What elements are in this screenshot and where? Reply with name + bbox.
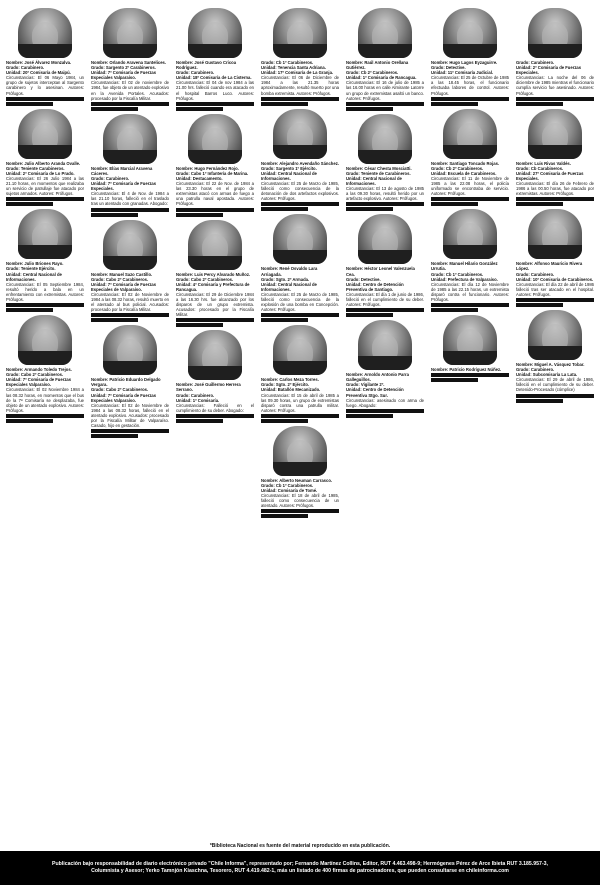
- redaction-bar: [516, 303, 563, 307]
- redaction-bar: [516, 298, 594, 302]
- redaction-bar: [516, 197, 594, 201]
- entry-circumstances: Circunstancias: El 29 de abril de 1986, falleció en el cumplimiento de su deber. Detenido-Procesado (cómplice): [516, 377, 594, 393]
- portrait-photo: [443, 315, 497, 365]
- entry-name: Nombre: Julio Briones Rayo.: [6, 261, 64, 267]
- entry-grade: Grado: Sargento 2º Carabineros.: [91, 65, 156, 71]
- entry-circumstances: Circunstancias: Falleció en el cumplimiento de su deber. Abogado:: [176, 402, 254, 413]
- entry-name: Nombre: Raúl Antonio Orellana Gutiérrez.: [346, 60, 409, 71]
- entry-circumstances: Circunstancias: El 29 de Diciembre 1984 a las 16.30 hrs. fue alcanzado por los disparos de un grupo extremista. Acusados: procesado por la Fiscalía Militar.: [176, 291, 254, 318]
- entry-circumstances: Circunstancias: El 02 de Noviembre de 1984 a las 08.32 horas, falleció en el atentado explosivo. Acusados: procesado por la Fiscalía Militar de Valparaíso. Casado, hijo en gestación.: [91, 402, 169, 429]
- entry-circumstances: Circunstancias: El 16 de julio de 1985 a las 16.00 horas en calle Almirante Latorre un grupo de extremistas asaltó un banco. Autores: Prófugos.: [346, 80, 424, 101]
- redaction-bar: [346, 107, 393, 111]
- memorial-entry: [431, 6, 509, 107]
- entry-grade: Grado: Sgto. 2º Armada.: [261, 276, 310, 282]
- portrait-photo: [103, 220, 157, 270]
- redaction-bar: [91, 208, 169, 212]
- redaction-bar: [261, 514, 308, 518]
- entry-grade: Grado: Cabo 1º Infantería de Marina.: [176, 170, 249, 176]
- memorial-entry: [431, 207, 509, 313]
- portrait-photo: [443, 209, 497, 259]
- redaction-bar: [176, 414, 254, 418]
- portrait-photo: [103, 114, 157, 164]
- portrait-photo: [273, 109, 327, 159]
- redaction-bar: [431, 97, 509, 101]
- entry-circumstances: Circunstancias: El 06 de Diciembre de 1984 a las 21.35 horas aproximadamente, resultó muerto por una bomba extremista. Autores: Prófugos.: [261, 75, 339, 96]
- redaction-bar: [176, 102, 254, 106]
- entry-name: Nombre: Julio Alberto Aranda Ovalle.: [6, 160, 81, 166]
- portrait-photo: [443, 109, 497, 159]
- redaction-bar: [346, 207, 393, 211]
- entry-unit: Unidad: Central Nacional de Informaciones.: [261, 281, 317, 292]
- entry-name: Nombre: Alberto Neuman Carrasco.: [261, 477, 333, 483]
- entry-unit: Unidad: Destacamento.: [176, 175, 223, 181]
- redaction-bar: [431, 303, 509, 307]
- entry-circumstances: Circunstancias: El 4 de Nov. de 1984 a las 21.10 horas, falleció en el traslado tras un atentado con granadas. Abogado:: [91, 191, 169, 207]
- entry-grade: Grado: Detective.: [431, 65, 466, 71]
- entry-circumstances: Circunstancias: El 04 de nov 1984 a las 21.00 hrs. falleció cuando era atacado en el hospital Barros Luco. Autores: Prófugos.: [176, 80, 254, 101]
- entry-unit: Unidad: Central Nacional de Informaciones.: [261, 170, 317, 181]
- redaction-bar: [91, 318, 138, 322]
- redaction-bar: [6, 97, 84, 101]
- entry-grade: Grado: Carabinero.: [176, 70, 215, 76]
- entry-unit: Unidad: 18ª Comisaría de La Cisterna.: [176, 75, 252, 81]
- portrait-photo: [273, 426, 327, 476]
- portrait-photo: [358, 8, 412, 58]
- memorial-entry: [346, 6, 424, 112]
- redaction-bar: [176, 213, 223, 217]
- memorial-entry: [516, 207, 594, 308]
- portrait-photo: [528, 8, 582, 58]
- redaction-bar: [431, 373, 509, 377]
- entry-grade: Grado: Sgto. 2º Ejército.: [261, 382, 310, 388]
- entry-name: Grado: Cb 1º Carabineros.: [261, 60, 314, 65]
- redaction-bar: [431, 102, 478, 106]
- memorial-entry: [516, 6, 594, 107]
- redaction-bar: [91, 434, 138, 438]
- entry-grade: Grado: Carabinero.: [516, 271, 555, 277]
- memorial-entry: [516, 308, 594, 404]
- redaction-bar: [261, 414, 339, 418]
- portrait-photo: [18, 209, 72, 259]
- footer-line-2: Columnista y Asesor; Yerko Tamnjón Kiaschna, Tesorero, RUT 4.419.482-1, más un listado de 400 firmas de patrocinadores, que pueden consultarse en chileinforma.com: [91, 868, 509, 874]
- entry-circumstances: Circunstancias: El 25 de Marzo de 1985, falleció como consecuencia de la explosión de una bomba en Concepción. Autores: Prófugos.: [261, 291, 339, 313]
- column-2: [91, 6, 169, 842]
- entry-grade: Grado: Cb 2º Carabineros.: [431, 165, 484, 171]
- column-1: [6, 6, 84, 842]
- entry-unit: Unidad: 1ª Comisaría de Rancagua.: [346, 75, 417, 81]
- entry-name: Nombre: Hugo Lagos Eyzaguirre.: [431, 60, 498, 65]
- entry-name: Nombre: Hugo Fernández Rojo.: [176, 165, 239, 171]
- entry-name: Nombre: José Gustavo Cricoa Rodríguez.: [176, 60, 237, 71]
- redaction-bar: [346, 102, 424, 106]
- entry-grade: Grado: Vigilante 2º.: [346, 382, 385, 388]
- entry-circumstances: Circunstancias: El día 22 de abril de 1986 falleció tras ser atacado en el hospital. Autores: Prófugos.: [516, 281, 594, 297]
- entry-name: Nombre: José Álvarez Monzalva.: [6, 60, 72, 65]
- entry-name: Nombre: Armando Toledo Trejos.: [6, 367, 72, 373]
- entry-grade: Grado: Cabo 2º Carabineros.: [91, 387, 149, 393]
- entry-circumstances: Circunstancias: El 25 de Marzo de 1985, falleció como consecuencia de la detonación de dos artefactos explosivos. Autores: Prófugos.: [261, 181, 339, 202]
- entry-grade: Grado: Carabinero.: [516, 367, 555, 373]
- entry-unit: Unidad: 7ª Comisaría de Fuerzas Especiales de Valparaíso.: [91, 281, 157, 292]
- portrait-photo: [103, 8, 157, 58]
- entry-grade: Grado: Detective.: [346, 276, 381, 282]
- entry-name: Nombre: Arnoldo Antonio Parra Galleguillos.: [346, 372, 409, 383]
- entry-name: Nombre: Miguel A. Vásquez Tobar.: [516, 361, 585, 367]
- redaction-bar: [6, 303, 84, 307]
- entry-name: Nombre: César Chesta Mosciatti.: [346, 165, 412, 171]
- portrait-photo: [18, 109, 72, 159]
- portrait-photo: [188, 330, 242, 380]
- entry-name: Nombre: Orlando Aravena Santelices.: [91, 60, 167, 65]
- entry-name: Grado: Carabinero.: [516, 60, 555, 65]
- entry-unit: Unidad: 7ª Comisaría de Fuerzas Especiales Valparaíso.: [6, 377, 72, 388]
- entry-name: Nombre: Manuel Hilario González Urrutia.: [431, 261, 498, 272]
- entry-circumstances: Circunstancias: El 26 Julio 1984 a las 21.10 horas, en momentos que realizaba un servicio de patrullaje fue atacado por sujetos armados. Autores: Prófugos.: [6, 175, 84, 197]
- redaction-bar: [516, 394, 594, 398]
- entry-name: Nombre: Héctor Leonel Valenzuela Cea.: [346, 266, 415, 277]
- portrait-photo: [528, 109, 582, 159]
- entry-circumstances: Circunstancias: La noche del 06 de diciembre de 1985 mientras el funcionario cumplía servicio fue asesinado. Autores: Prófugos.: [516, 75, 594, 96]
- redaction-bar: [261, 318, 308, 322]
- entry-unit: Unidad: 11ª Comisaría Judicial.: [431, 70, 494, 76]
- entry-unit: Unidad: Batallón Mecanizado.: [261, 387, 321, 393]
- entry-grade: Grado: Teniente Ejército.: [6, 266, 56, 272]
- entry-name: Nombre: Patricio Rodríguez Núñez.: [431, 367, 502, 373]
- portrait-photo: [188, 114, 242, 164]
- entry-unit: Unidad: 27ª Comisaría de Fuerzas Especiales.: [516, 170, 584, 181]
- entry-name: Nombre: Carlos Meza Torres.: [261, 377, 319, 383]
- entry-grade: Grado: Cabo 2º Carabineros.: [91, 276, 149, 282]
- column-4: [261, 6, 339, 842]
- footer-banner: [0, 851, 600, 885]
- redaction-bar: [176, 323, 223, 327]
- entry-circumstances: Circunstancias: El 15 de abril de 1985 a las 09.30 horas, un grupo de extremistas disparó contra una patrulla militar. Autores: Prófugos.: [261, 392, 339, 413]
- memorial-entry: [176, 218, 254, 329]
- memorial-entry: [176, 6, 254, 112]
- portrait-photo: [443, 8, 497, 58]
- column-3: [176, 6, 254, 842]
- entry-grade: Grado: Carabinero.: [6, 65, 45, 71]
- redaction-bar: [91, 213, 138, 217]
- portrait-photo: [18, 315, 72, 365]
- entry-grade: Grado: Cabo 2º Carabineros.: [176, 276, 234, 282]
- memorial-entry: [176, 112, 254, 218]
- entry-grade: Grado: Teniente de Carabineros.: [346, 170, 411, 176]
- memorial-entry: [261, 424, 339, 520]
- memorial-entry: [6, 207, 84, 313]
- redaction-bar: [516, 102, 563, 106]
- entry-unit: Unidad: 4ª Comisaría y Prefectura de Rancagua.: [176, 281, 250, 292]
- memorial-entry: [261, 212, 339, 323]
- entry-circumstances: Circunstancias: El día 12 de Noviembre de 1985 a las 22.15 horas, un extremista disparó contra el funcionario. Autores: Prófugos.: [431, 281, 509, 302]
- entry-circumstances: Circunstancias: El 05 Septiembre 1984, resultó herido a bala en un enfrentamiento con extremistas. Autores: Prófugos.: [6, 281, 84, 302]
- memorial-entry: [431, 107, 509, 208]
- portrait-photo: [18, 8, 72, 58]
- column-5: [346, 6, 424, 842]
- memorial-entry: [431, 313, 509, 383]
- entry-unit: Unidad: 7ª Comisaría de Fuerzas Especiales Valparaíso.: [91, 70, 157, 81]
- entry-circumstances: Circunstancias: El 11 de Noviembre de 1985 a las 22.08 horas, el policía uniformado se encontraba de servicio. Autores: Prófugos.: [431, 175, 509, 197]
- redaction-bar: [431, 202, 478, 206]
- redaction-bar: [261, 313, 339, 317]
- portrait-photo: [528, 310, 582, 360]
- entry-grade: Grado: Teniente Carabineros.: [6, 165, 65, 171]
- entry-name: Nombre: Santiago Toncado Rojas.: [431, 160, 500, 166]
- redaction-bar: [6, 102, 53, 106]
- portrait-photo: [358, 214, 412, 264]
- entry-grade: Grado: Cabo 2º Carabineros.: [6, 372, 64, 378]
- memorial-entry: [516, 107, 594, 208]
- redaction-bar: [261, 102, 308, 106]
- memorial-entry: [261, 107, 339, 213]
- portrait-photo: [358, 114, 412, 164]
- entry-grade: Grado: Cb 2º Carabineros.: [346, 70, 399, 76]
- entry-circumstances: Circunstancias: El día 26 de Febrero de 1986 a las 00.50 horas, fue atacado por extremistas. Autores: Prófugos.: [516, 181, 594, 197]
- redaction-bar: [346, 409, 424, 413]
- redaction-bar: [261, 509, 339, 513]
- entry-unit: Unidad: Escuela de Carabineros.: [431, 170, 497, 176]
- entry-unit: Unidad: Centro de Detención Preventiva de Santiago.: [346, 281, 404, 292]
- redaction-bar: [431, 197, 509, 201]
- memorial-entry: [91, 218, 169, 324]
- entry-circumstances: Circunstancias: El 22 de Nov. de 1984 a las 23.30 horas en el grupo de extremistas atacó con armas de fuego a una patrulla naval apostada. Autores: Prófugos.: [176, 181, 254, 207]
- entry-circumstances: Circunstancias: El 25 de Octubre de 1985 a las 18.45 horas, el funcionario efectuaba labores de control. Autores: Prófugos.: [431, 75, 509, 96]
- entry-circumstances: Circunstancias: El 02 de noviembre de 1984, fue objeto de un atentado explosivo en la Avenida Portales. Acusados: procesado por la Fiscalía Militar.: [91, 80, 169, 101]
- entry-unit: Unidad: 1ª Comisaría.: [176, 397, 220, 403]
- entry-circumstances: Circunstancias: asesinado con arma de fuego. Abogado:: [346, 397, 424, 408]
- entry-unit: Unidad: 17ª Comisaría de La Granja.: [261, 70, 334, 76]
- entry-circumstances: Circunstancias: El 06 Mayo 1984, un grupo de sujetos interceptan al Sargento carabinero y lo asesinan. Autores: Prófugos.: [6, 75, 84, 96]
- portrait-photo: [528, 209, 582, 259]
- redaction-bar: [346, 414, 393, 418]
- redaction-bar: [516, 202, 563, 206]
- redaction-bar: [91, 429, 169, 433]
- entry-circumstances: Circunstancias: El 13 de agosto de 1985 a las 09.30 horas, resultó herido por un artefacto explosivo. Autores: Prófugos.: [346, 186, 424, 202]
- entry-circumstances: Circunstancias: El 18 de abril de 1985, falleció como consecuencia de un atentado. Autores: Prófugos.: [261, 493, 339, 509]
- entry-circumstances: Circunstancias: El 02 Noviembre 1984 a las 08.32 horas, en momentos que el bus de la 7ª Comisaría se desplazaba, fue objeto de un atentado explosivo. Autores: Prófugos.: [6, 387, 84, 413]
- memorial-entry: [346, 112, 424, 213]
- portrait-photo: [273, 8, 327, 58]
- entry-grade: Unidad: Tenencia Santa Adriana.: [261, 65, 326, 71]
- memorial-entry: [91, 323, 169, 439]
- redaction-bar: [176, 208, 254, 212]
- memorial-entry: [6, 313, 84, 424]
- redaction-bar: [261, 419, 308, 423]
- redaction-bar: [6, 197, 84, 201]
- redaction-bar: [346, 202, 424, 206]
- memorial-entry: [346, 318, 424, 419]
- entry-unit: Unidad: 2ª Comisaría de Lo Prado.: [6, 170, 75, 176]
- entry-grade: Grado: Cb 1º Carabineros.: [431, 271, 484, 277]
- portrait-photo: [273, 325, 327, 375]
- entry-name: Nombre: Luis Rivas Valdés.: [516, 160, 571, 166]
- entry-name: Nombre: Patricio Eduardo Delgado Vergara.: [91, 377, 161, 388]
- entry-name: Nombre: Elías Marcial Aravena Cáceres.: [91, 165, 153, 176]
- redaction-bar: [176, 419, 223, 423]
- portrait-photo: [358, 320, 412, 370]
- entry-unit: Unidad: Prefectura de Valparaíso.: [431, 276, 498, 282]
- entry-unit: Unidad: 20ª Comisaría de Maipú.: [6, 70, 71, 76]
- entry-unit: Unidad: 7ª Comisaría de Fuerzas Especiales.: [91, 181, 157, 192]
- redaction-bar: [431, 378, 478, 382]
- redaction-bar: [176, 318, 254, 322]
- entry-grade: Grado: Cb Carabineros.: [516, 165, 564, 171]
- redaction-bar: [346, 313, 393, 317]
- redaction-bar: [516, 97, 594, 101]
- redaction-bar: [261, 207, 308, 211]
- column-6: [431, 6, 509, 842]
- portrait-photo: [273, 214, 327, 264]
- entry-circumstances: Circunstancias: El día 1 de junio de 1986, falleció en el cumplimiento de su deber. Autores: Prófugos.: [346, 291, 424, 308]
- redaction-bar: [261, 97, 339, 101]
- memorial-entry: [91, 112, 169, 218]
- portrait-photo: [188, 8, 242, 58]
- memorial-entry: [6, 6, 84, 107]
- entry-unit: Unidad: Central Nacional de Informaciones.: [6, 271, 62, 282]
- footer-line-1: Publicación bajo responsabilidad de diario electrónico privado "Chile Informa", representado por; Fernando Martínez Collins, Editor, RUT 4.463.498-9; Hermógenes Pérez de Arce Ibieta RUT 3.185.957-3,: [52, 861, 548, 867]
- entry-grade: Unidad: 2ª Comisaría de Fuerzas Especiales.: [516, 65, 582, 76]
- redaction-bar: [6, 414, 84, 418]
- redaction-bar: [91, 102, 169, 106]
- entry-name: Nombre: Alfonso Mauricio Rivera López.: [516, 261, 583, 272]
- entry-unit: Unidad: Central Nacional de Informaciones.: [346, 175, 402, 187]
- memorial-entry: [91, 6, 169, 112]
- memorial-entry: [261, 323, 339, 424]
- redaction-bar: [346, 308, 424, 312]
- entry-unit: Unidad: Centro de Detención Preventiva Stgo. Sur.: [346, 387, 404, 398]
- memorial-entry: [261, 6, 339, 107]
- entry-grade: Grado: Carabinero.: [91, 175, 130, 181]
- entry-name: Nombre: Luis Percy Alvarado Muñoz.: [176, 271, 251, 277]
- redaction-bar: [91, 313, 169, 317]
- entry-circumstances: Circunstancias: El 02 de Noviembre de 1984 a las 08.32 horas, resultó muerto en el atentado al bus policial. Acusados: procesado por la Fiscalía Militar.: [91, 291, 169, 313]
- entry-name: Nombre: René Osvaldo Lara Arriagada.: [261, 266, 318, 277]
- redaction-bar: [516, 399, 563, 403]
- redaction-bar: [6, 419, 53, 423]
- redaction-bar: [6, 202, 53, 206]
- entry-grade: Grado: Carabinero.: [176, 392, 215, 398]
- redaction-bar: [261, 202, 339, 206]
- redaction-bar: [176, 107, 223, 111]
- column-7: [516, 6, 594, 842]
- entry-grade: Grado: Cb 1º Carabineros.: [261, 483, 314, 488]
- entry-unit: Unidad: Subcomisaría La Lata.: [516, 372, 578, 378]
- redaction-bar: [6, 308, 53, 312]
- entry-unit: Unidad: Comisaría de Tomé.: [261, 488, 318, 494]
- memorial-columns: [6, 6, 594, 842]
- entry-grade: Grado: Sargento 1º Ejército.: [261, 165, 317, 171]
- entry-name: Nombre: Alejandro Avendaño Sánchez.: [261, 160, 339, 166]
- portrait-photo: [103, 325, 157, 375]
- memorial-entry: [346, 212, 424, 318]
- entry-name: Nombre: José Guillermo Herrera Serrano.: [176, 382, 241, 393]
- source-note: *Biblioteca Nacional es fuente del material reproducido en esta publicación.: [209, 843, 391, 849]
- redaction-bar: [431, 308, 478, 312]
- redaction-bar: [91, 107, 138, 111]
- entry-name: Nombre: Manuel Sazo Castillo.: [91, 271, 153, 277]
- entry-unit: Unidad: 10ª Comisaría de Carabineros.: [516, 276, 594, 282]
- memorial-entry: [6, 107, 84, 208]
- portrait-photo: [188, 220, 242, 270]
- entry-unit: Unidad: 7ª Comisaría de Fuerzas Especiales Valparaíso.: [91, 392, 157, 403]
- memorial-entry: [176, 328, 254, 424]
